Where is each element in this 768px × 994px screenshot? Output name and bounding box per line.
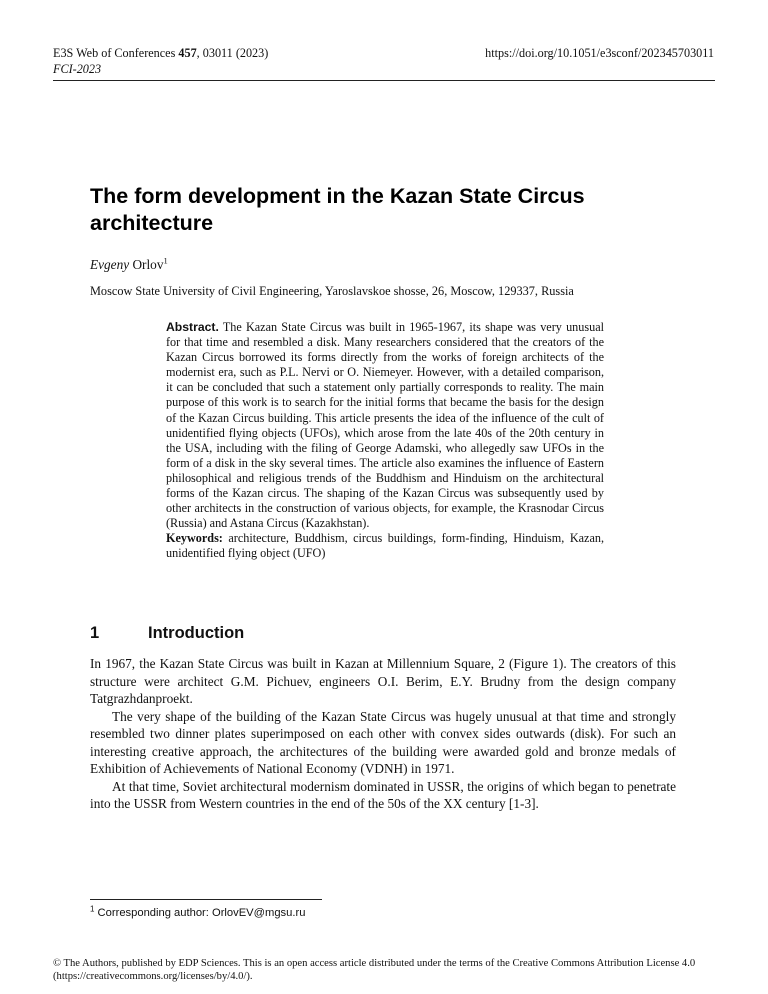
footnote-divider bbox=[90, 899, 322, 900]
doi-link[interactable]: https://doi.org/10.1051/e3sconf/202345703011 bbox=[485, 46, 714, 60]
abstract-paragraph bbox=[166, 320, 604, 531]
body-paragraph-1: In 1967, the Kazan State Circus was built in Kazan at Millennium Square, 2 (Figure 1). The creators of this structure were architect G.M. Pichuev, engineers O.I. Berim, E.Y. Brudny from the design company Tatgrazhdanproekt. bbox=[90, 656, 676, 706]
journal-citation bbox=[53, 45, 268, 61]
abstract-block bbox=[166, 320, 604, 562]
section-body bbox=[90, 655, 676, 813]
author-footnote-mark: 1 bbox=[163, 255, 168, 266]
conference-name: FCI-2023 bbox=[53, 62, 102, 76]
keywords-text: architecture, Buddhism, circus buildings, form-finding, Hinduism, Kazan, unidentified flying object (UFO) bbox=[166, 531, 604, 561]
abstract-label: Abstract. bbox=[166, 320, 219, 334]
body-paragraph-3: At that time, Soviet architectural modernism dominated in USSR, the origins of which began to penetrate into the USSR from Western countries in the end of the 50s of the XX century [1-3]. bbox=[90, 778, 676, 811]
body-paragraph-2: The very shape of the building of the Kazan State Circus was hugely unusual at that time and strongly resembled two dinner plates superimposed on each other with convex sides outwards (disk). For such an interesting creative approach, the architectures of the building were awarded gold and bronze medals of Exhibition of Achievements of National Economy (VDNH) in 1971. bbox=[90, 708, 676, 776]
header-divider bbox=[53, 80, 715, 81]
section-number: 1 bbox=[90, 624, 100, 642]
keywords-paragraph bbox=[166, 531, 604, 561]
footnote bbox=[90, 904, 306, 919]
license-notice: © The Authors, published by EDP Sciences. This is an open access article distributed under the terms of the Creative Commons Attribution License 4.0 (https://creativecommons.org/licenses/by/4.0/). bbox=[53, 958, 696, 983]
author-last-name: Orlov bbox=[129, 257, 164, 272]
author-first-name: Evgeny bbox=[90, 257, 130, 272]
article-number: , 03011 (2023) bbox=[196, 46, 269, 60]
running-header-left bbox=[53, 45, 268, 77]
keywords-label: Keywords: bbox=[166, 531, 223, 546]
journal-name: E3S Web of Conferences bbox=[53, 46, 179, 60]
volume-number: 457 bbox=[178, 46, 197, 60]
paper-title: The form development in the Kazan State Circus architecture bbox=[90, 184, 585, 235]
footnote-mark: 1 bbox=[90, 904, 95, 914]
section-heading bbox=[90, 624, 244, 643]
affiliation: Moscow State University of Civil Engineering, Yaroslavskoe shosse, 26, Moscow, 129337, Russia bbox=[90, 284, 574, 298]
section-title: Introduction bbox=[148, 624, 245, 642]
author-line bbox=[90, 257, 168, 273]
footnote-text: Corresponding author: OrlovEV@mgsu.ru bbox=[94, 907, 306, 919]
abstract-text: The Kazan State Circus was built in 1965-1967, its shape was very unusual for that time and resembled a disk. Many researchers considered that the creators of the Kazan Circus borrowed its forms directly from the works of foreign architects of the modernist era, such as P.L. Nervi or O. Niemeyer. However, with a detailed comparison, it can be concluded that such a statement only partially corresponds to reality. The main purpose of this work is to search for the initial forms that became the basis for the design of the Kazan Circus building. This article presents the idea of the influence of the cult of unidentified flying objects (UFOs), which arose from the late 40s of the 20th century in the USA, including with the filing of George Adamski, who allegedly saw UFOs in the form of a disk in the sky several times. The article also examines the influence of Eastern philosophical and religious trends of the Buddhism and Hinduism on the architectural forms of the Kazan circus. The shaping of the Kazan Circus was subsequently used by other architects in the construction of various objects, for example, the Krasnodar Circus (Russia) and Astana Circus (Kazakhstan). bbox=[166, 320, 604, 531]
